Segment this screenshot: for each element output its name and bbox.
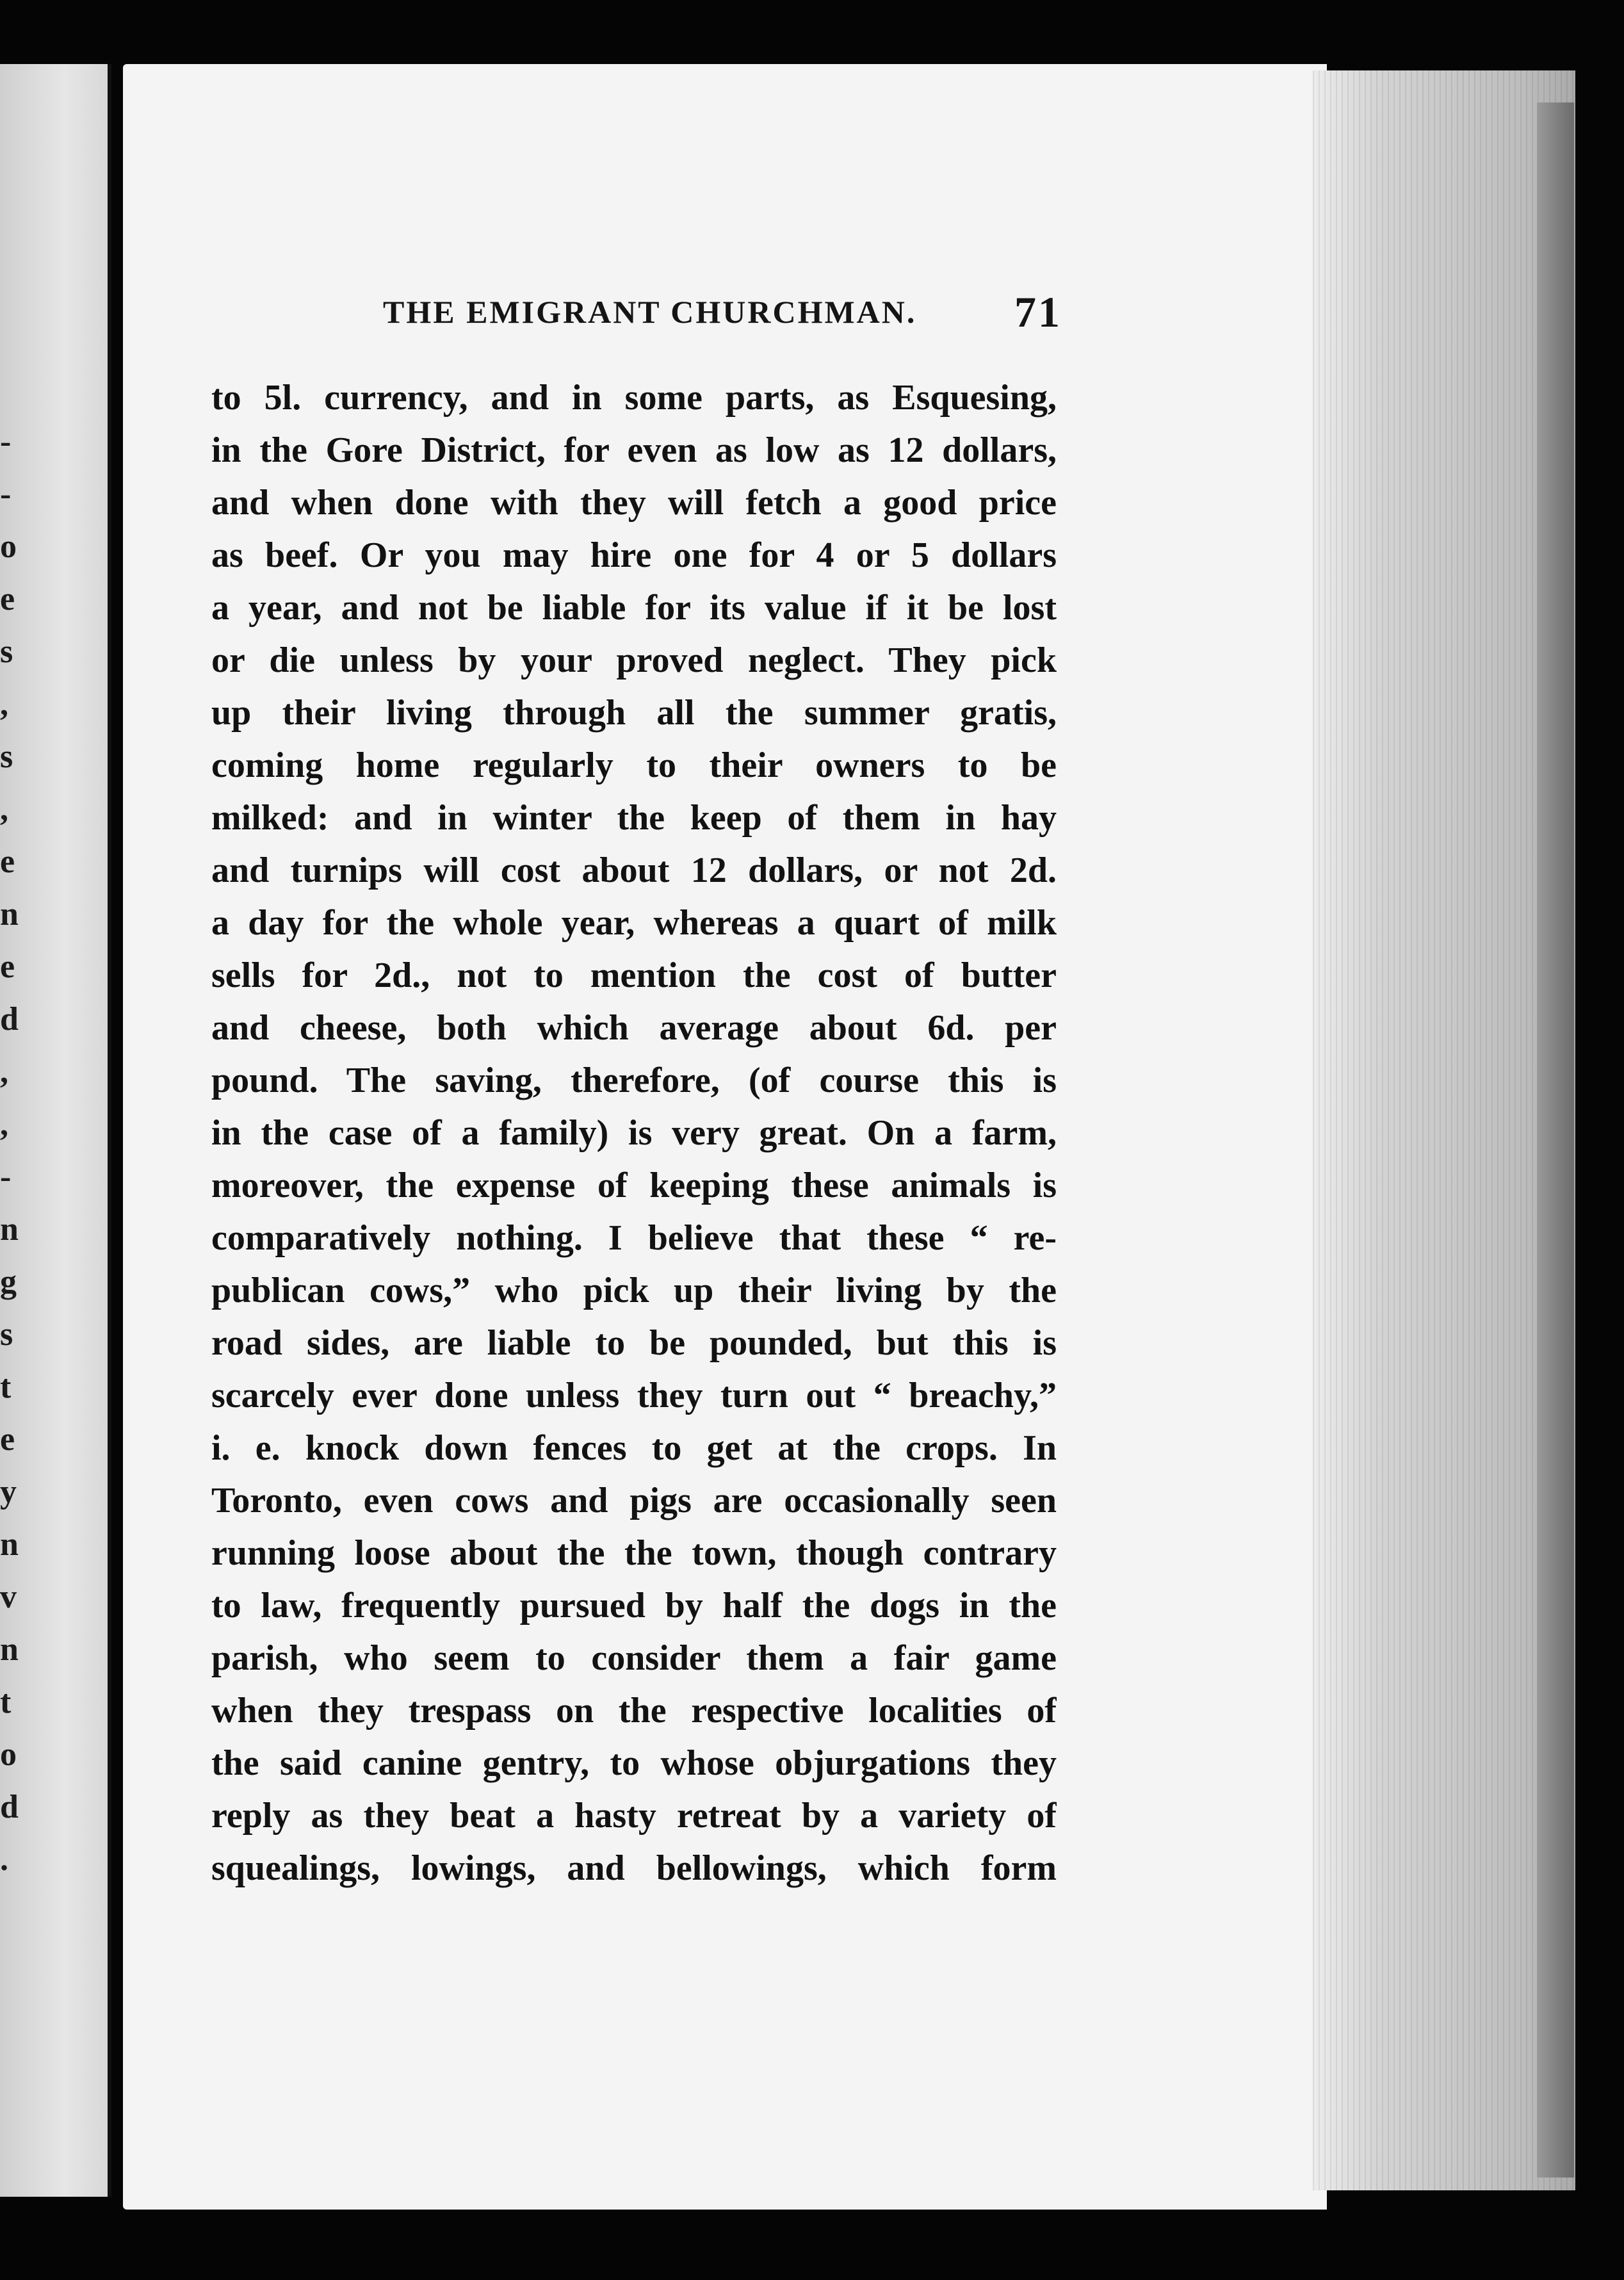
text-line: when they trespass on the respective localities of bbox=[211, 1691, 1057, 1730]
facing-page-glyph: s bbox=[0, 1316, 13, 1353]
text-line: milked: and in winter the keep of them in hay bbox=[211, 798, 1057, 838]
text-line: parish, who seem to consider them a fair game bbox=[211, 1638, 1057, 1678]
text-line: the said canine gentry, to whose objurgations they bbox=[211, 1743, 1057, 1783]
facing-page-glyph: n bbox=[0, 896, 19, 932]
text-line: pound. The saving, therefore, (of course this is bbox=[211, 1061, 1057, 1100]
facing-page-glyph: n bbox=[0, 1211, 19, 1248]
facing-page-glyph: n bbox=[0, 1526, 19, 1563]
facing-page-glyph: e bbox=[0, 843, 15, 880]
text-line: Toronto, even cows and pigs are occasionally seen bbox=[211, 1481, 1057, 1520]
facing-page-glyph: , bbox=[0, 1054, 8, 1090]
facing-page-glyph: t bbox=[0, 1369, 12, 1405]
text-line: and cheese, both which average about 6d. per bbox=[211, 1008, 1057, 1048]
text-line: scarcely ever done unless they turn out “ breachy,” bbox=[211, 1376, 1057, 1415]
text-line: up their living through all the summer gratis, bbox=[211, 693, 1057, 733]
body-text bbox=[211, 371, 1057, 1894]
running-title: THE EMIGRANT CHURCHMAN. bbox=[383, 294, 917, 330]
facing-page-glyph: e bbox=[0, 581, 15, 617]
text-line: coming home regularly to their owners to be bbox=[211, 745, 1057, 785]
facing-page-glyph: - bbox=[0, 423, 12, 460]
facing-page-glyph: g bbox=[0, 1264, 17, 1300]
text-line: in the Gore District, for even as low as 12 dollars, bbox=[211, 430, 1057, 470]
facing-page-glyph: d bbox=[0, 1001, 19, 1038]
text-line: and when done with they will fetch a good price bbox=[211, 483, 1057, 523]
facing-page-glyph: t bbox=[0, 1684, 12, 1720]
page-header bbox=[383, 287, 1062, 338]
text-line: comparatively nothing. I believe that these “ re- bbox=[211, 1218, 1057, 1258]
facing-page-glyph: y bbox=[0, 1474, 17, 1510]
text-line: squealings, lowings, and bellowings, which form bbox=[211, 1848, 1057, 1888]
page-number: 71 bbox=[1014, 288, 1062, 336]
text-line: road sides, are liable to be pounded, but this is bbox=[211, 1323, 1057, 1363]
facing-page-glyph: d bbox=[0, 1789, 19, 1825]
text-line: reply as they beat a hasty retreat by a variety of bbox=[211, 1796, 1057, 1836]
facing-page-glyph: e bbox=[0, 949, 15, 985]
page-stack-shadow bbox=[1537, 102, 1574, 2178]
page-stack-edges bbox=[1313, 70, 1575, 2190]
facing-page-glyph: o bbox=[0, 1736, 17, 1773]
facing-page-glyph: , bbox=[0, 791, 8, 827]
text-line: and turnips will cost about 12 dollars, or not 2d. bbox=[211, 851, 1057, 890]
facing-page-glyph: - bbox=[0, 476, 12, 512]
facing-page-glyph: e bbox=[0, 1421, 15, 1458]
text-line: i. e. knock down fences to get at the crops. In bbox=[211, 1428, 1057, 1468]
text-line: to law, frequently pursued by half the dogs in the bbox=[211, 1586, 1057, 1625]
text-line: sells for 2d., not to mention the cost of butter bbox=[211, 956, 1057, 995]
facing-page-glyph: . bbox=[0, 1841, 8, 1878]
text-line: a day for the whole year, whereas a quart of milk bbox=[211, 903, 1057, 943]
facing-page-glyph: v bbox=[0, 1579, 17, 1615]
facing-page-glyph: , bbox=[0, 686, 8, 722]
text-line: running loose about the the town, though contrary bbox=[211, 1533, 1057, 1573]
text-line: as beef. Or you may hire one for 4 or 5 dollars bbox=[211, 535, 1057, 575]
text-line: moreover, the expense of keeping these animals is bbox=[211, 1166, 1057, 1205]
facing-page-glyph: - bbox=[0, 1159, 12, 1195]
facing-page-glyph: s bbox=[0, 738, 13, 775]
facing-page-edge bbox=[0, 64, 111, 2197]
facing-page-glyph: , bbox=[0, 1106, 8, 1143]
text-line: or die unless by your proved neglect. They pick bbox=[211, 640, 1057, 680]
text-line: a year, and not be liable for its value if it be lost bbox=[211, 588, 1057, 628]
text-line: publican cows,” who pick up their living by the bbox=[211, 1271, 1057, 1310]
facing-page-glyph: s bbox=[0, 633, 13, 670]
text-line: to 5l. currency, and in some parts, as Esquesing, bbox=[211, 378, 1057, 418]
facing-page-glyph: o bbox=[0, 528, 17, 565]
facing-page-glyph: n bbox=[0, 1631, 19, 1668]
text-line: in the case of a family) is very great. On a farm, bbox=[211, 1113, 1057, 1153]
